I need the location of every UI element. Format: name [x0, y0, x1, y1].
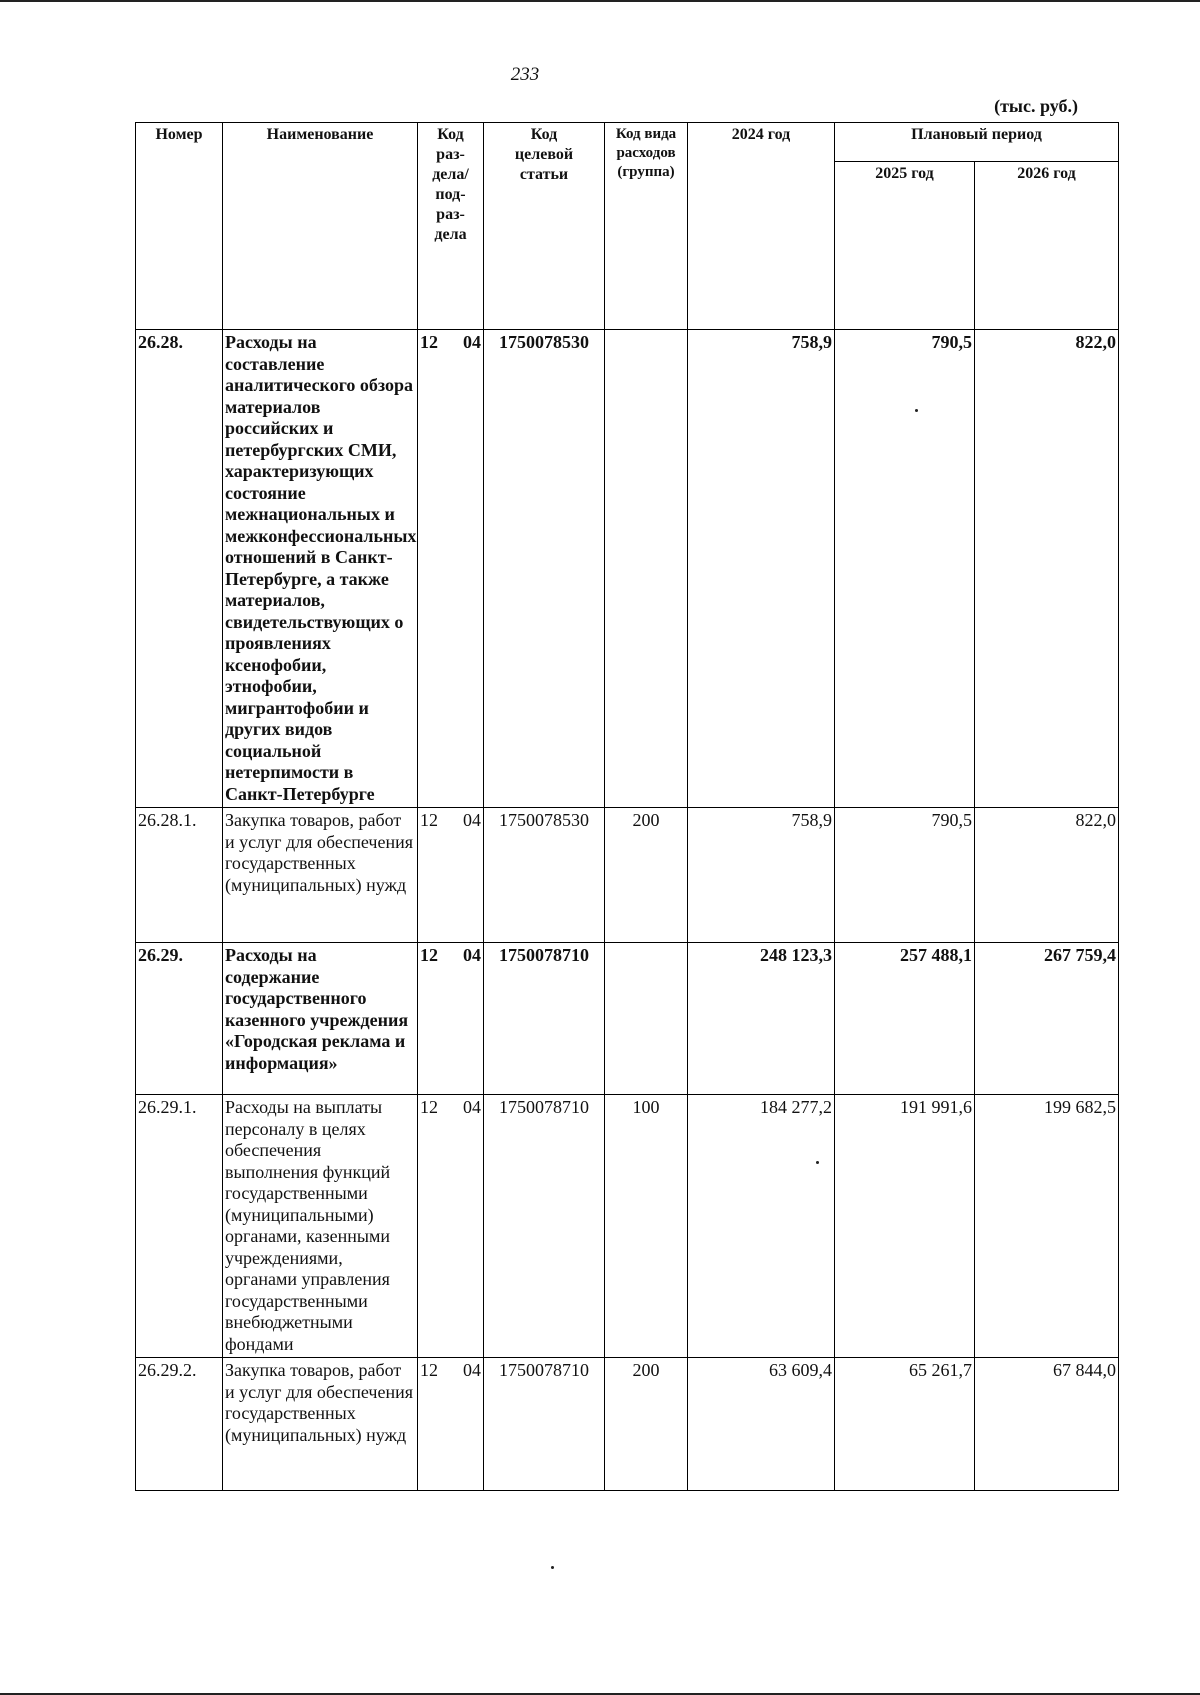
row-podrazdel: 04 — [463, 945, 481, 965]
row-podrazdel: 04 — [463, 332, 481, 352]
row-2026: 199 682,5 — [975, 1095, 1119, 1358]
header-name: Наименование — [223, 123, 418, 330]
header-target-text: Код целевой статьи — [514, 126, 574, 183]
row-number: 26.28.1. — [136, 808, 223, 943]
header-row-1 — [136, 123, 1119, 162]
row-2024: 248 123,3 — [688, 943, 835, 1095]
row-kvr: 200 — [605, 808, 688, 943]
row-kvr — [605, 330, 688, 808]
row-target: 1750078530 — [484, 808, 605, 943]
header-number: Номер — [136, 123, 223, 330]
row-2026: 67 844,0 — [975, 1358, 1119, 1491]
row-kvr: 200 — [605, 1358, 688, 1491]
row-number: 26.29. — [136, 943, 223, 1095]
row-razdel: 12 — [420, 1097, 438, 1117]
row-2025: 257 488,1 — [835, 943, 975, 1095]
row-target: 1750078710 — [484, 1358, 605, 1491]
row-razdel: 12 — [420, 810, 438, 830]
row-kvr: 100 — [605, 1095, 688, 1358]
row-podrazdel: 04 — [463, 1097, 481, 1117]
row-section — [418, 808, 484, 943]
row-number: 26.28. — [136, 330, 223, 808]
table-row — [136, 808, 1119, 943]
scan-speck — [551, 1566, 554, 1569]
row-name: Расходы на составление аналитического обзора материалов российских и петербургских СМИ, характеризующих состояние межнациональных и межконфессиональных отношений в Санкт-Петербурге, а также материалов, свидетельствующих о проявлениях ксенофобии, этнофобии, мигрантофобии и других видов социальной нетерпимости в Санкт-Петербурге — [223, 330, 418, 808]
header-planning-period: Плановый период — [835, 123, 1119, 162]
table-row — [136, 1358, 1119, 1491]
header-kvr — [605, 123, 688, 330]
header-2024: 2024 год — [688, 123, 835, 330]
row-section — [418, 1095, 484, 1358]
row-razdel: 12 — [420, 945, 438, 965]
row-name: Расходы на содержание государственного казенного учреждения «Городская реклама и информация» — [223, 943, 418, 1095]
row-2025: 790,5 — [835, 808, 975, 943]
page-number: 233 — [510, 64, 540, 85]
row-2024: 758,9 — [688, 330, 835, 808]
row-2025: 191 991,6 — [835, 1095, 975, 1358]
row-section — [418, 1358, 484, 1491]
row-kvr — [605, 943, 688, 1095]
row-target: 1750078530 — [484, 330, 605, 808]
row-2025: 65 261,7 — [835, 1358, 975, 1491]
row-number: 26.29.2. — [136, 1358, 223, 1491]
row-number: 26.29.1. — [136, 1095, 223, 1358]
row-name: Закупка товаров, работ и услуг для обеспечения государственных (муниципальных) нужд — [223, 808, 418, 943]
row-target: 1750078710 — [484, 1095, 605, 1358]
row-2024: 758,9 — [688, 808, 835, 943]
header-target — [484, 123, 605, 330]
table-row — [136, 1095, 1119, 1358]
header-section — [418, 123, 484, 330]
row-2025: 790,5 — [835, 330, 975, 808]
table-row — [136, 943, 1119, 1095]
row-2026: 267 759,4 — [975, 943, 1119, 1095]
header-2026: 2026 год — [975, 162, 1119, 330]
row-section — [418, 943, 484, 1095]
scan-speck — [915, 409, 918, 412]
scan-speck — [816, 1161, 819, 1164]
table-row — [136, 330, 1119, 808]
row-name: Расходы на выплаты персоналу в целях обеспечения выполнения функций государственными (муниципальными) органами, казенными учреждениями, органами управления государственными внебюджетными фондами — [223, 1095, 418, 1358]
budget-table — [135, 122, 1119, 1491]
row-section — [418, 330, 484, 808]
row-podrazdel: 04 — [463, 1360, 481, 1380]
row-2024: 184 277,2 — [688, 1095, 835, 1358]
row-2026: 822,0 — [975, 808, 1119, 943]
header-section-text: Код раз-дела/ под-раз-дела — [432, 126, 469, 243]
row-target: 1750078710 — [484, 943, 605, 1095]
header-2025: 2025 год — [835, 162, 975, 330]
row-razdel: 12 — [420, 332, 438, 352]
row-podrazdel: 04 — [463, 810, 481, 830]
row-2026: 822,0 — [975, 330, 1119, 808]
row-2024: 63 609,4 — [688, 1358, 835, 1491]
scan-border-top — [0, 0, 1200, 2]
units-label: (тыс. руб.) — [994, 96, 1078, 116]
row-razdel: 12 — [420, 1360, 438, 1380]
row-name: Закупка товаров, работ и услуг для обеспечения государственных (муниципальных) нужд — [223, 1358, 418, 1491]
header-kvr-text: Код вида расходов (группа) — [615, 126, 677, 180]
